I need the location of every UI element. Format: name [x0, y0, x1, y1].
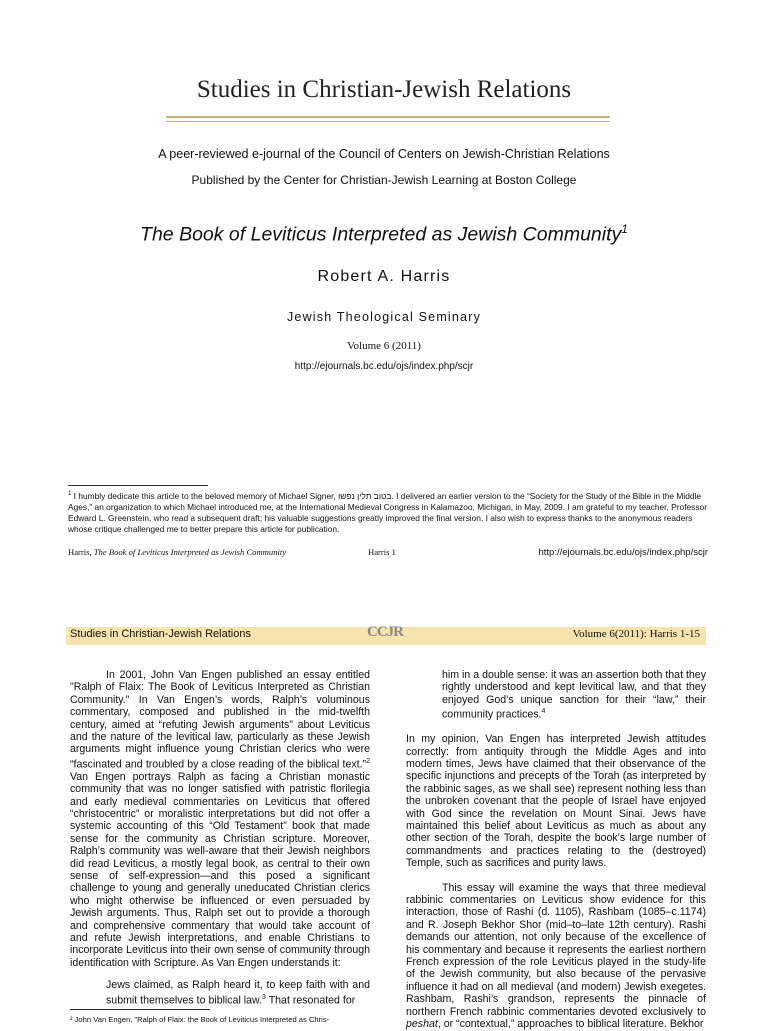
- title-divider-thin: [166, 121, 610, 122]
- footnote-marker: 1: [621, 222, 628, 236]
- block-quote: [70, 979, 370, 1006]
- author-affiliation: Jewish Theological Seminary: [286, 310, 482, 324]
- article-title-text: The Book of Leviticus Interpreted as Jewish Community: [140, 223, 622, 246]
- block-quote-continued: [406, 669, 706, 721]
- footnote-marker: 3: [262, 993, 266, 1001]
- italic-term: peshat: [406, 1018, 438, 1031]
- footnote-1: [68, 489, 708, 536]
- page-number: Harris 1: [368, 547, 396, 557]
- footnote-number: 1: [68, 491, 72, 497]
- body-column-right: [406, 669, 706, 1031]
- footer-url[interactable]: http://ejournals.bc.edu/ojs/index.php/scjr: [538, 547, 708, 558]
- footnote-marker: 2: [366, 757, 370, 765]
- title-divider: [166, 116, 610, 118]
- quote-text: him in a double sense: it was an assertion both that they rightly understood and kept levitical law, and that they enjoyed God’s unique sanction for their “law,” their community practices.: [442, 669, 706, 721]
- volume-info: Volume 6 (2011): [347, 340, 421, 352]
- paragraph: [70, 669, 370, 969]
- paragraph: In my opinion, Van Engen has interpreted Jewish attitudes correctly: from antiquity through the Middle Ages and into modern times, Jews have claimed that their observance of the specific injunctions and precepts of the Torah (as interpreted by the rabbinic sages, as we shall see) represent nothing less than the unbroken covenant that the people of Israel have enjoyed with God since the revelation on Mount Sinai. Jews have maintained this belief about Leviticus as much as about any other section of the Torah, despite the book’s large number of commandments and practices relating to the (destroyed) Temple, such as sacrifices and purity laws.: [406, 733, 706, 870]
- footer-author: Harris,: [68, 547, 94, 557]
- footnote-text: I humbly dedicate this article to the beloved memory of Michael Signer, בטוב תלין נפשו. I delivered an earlier version to the “Society for the Study of the Bible in the Middle Ages,” an organization to which Michael introduced me, at the International Medieval Congress in Kalamazoo, Michigan, in May, 2009. I am grateful to my teacher, Professor Edward L. Greenstein, who read a subsequent draft; his valuable suggestions greatly improved the final version. I also wish to express thanks to the anonymous readers whose critique challenged me to better prepare this article for publication.: [68, 490, 708, 535]
- footnote-2: ² John Van Engen, "Ralph of Flaix: the Book of Leviticus Interpreted as Chris-: [70, 1015, 330, 1024]
- journal-subtitle: A peer-reviewed e-journal of the Council of Centers on Jewish-Christian Relations: [158, 147, 610, 161]
- paragraph: [406, 882, 706, 1031]
- running-footer-left: [68, 547, 286, 557]
- journal-title: Studies in Christian-Jewish Relations: [196, 76, 572, 103]
- body-column-left: [70, 669, 370, 1007]
- paragraph-text: This essay will examine the ways that three medieval rabbinic commentaries on Leviticus show evidence for this interaction, those of Rashi (d. 1105), Rashbam (1085–c.1174) and R. Joseph Bekhor Shor (mid–to–late 12th century). Rashi demands our attention, not only because of the excellence of his commentary and because it represents the earliest northern French expression of the role Leviticus played in the study-life of the Jewish community, but also because of the pervasive influence it had on all medieval (and modern) Jewish exegetes. Rashbam, Rashi’s grandson, represents the pinnacle of northern French rabbinic commentaries devoted exclusively to: [406, 881, 706, 1018]
- band-volume-pages: Volume 6(2011): Harris 1-15: [572, 628, 700, 640]
- footnote-marker: 4: [541, 708, 546, 716]
- ccjr-logo: CCJR: [367, 624, 403, 640]
- author-name: Robert A. Harris: [317, 268, 451, 285]
- footnote-divider: [68, 485, 208, 486]
- paragraph-text: Van Engen portrays Ralph as facing a Christian monastic community that was no longer satisfied with patristic florilegia and early medieval commentaries on Leviticus that offered “christocentric” or moralistic interpretations but did not offer a systemic accounting of this “Old Testament” book that made sense for the community as Christian scripture. Moreover, Ralph’s community was well-aware that their Jewish neighbors did read Leviticus, a mostly legal book, as central to their own sense of self-expression—and this posed a significant challenge to young and generally uneducated Christian clerics who might otherwise be influenced or even persuaded by Jewish arguments. Thus, Ralph set out to provide a thorough and comprehensive commentary that would take account of and refute Jewish interpretations, and enable Christians to incorporate Leviticus into their own sense of community through identification with Scripture. As Van Engen understands it:: [70, 770, 370, 969]
- article-title: [0, 222, 768, 247]
- journal-url[interactable]: http://ejournals.bc.edu/ojs/index.php/scjr: [294, 361, 474, 372]
- footnote-divider: [70, 1009, 210, 1010]
- quote-text: Jews claimed, as Ralph heard it, to keep faith with and submit themselves to biblical law.: [106, 979, 370, 1007]
- publisher-line: Published by the Center for Christian-Jewish Learning at Boston College: [191, 173, 577, 187]
- footer-article-title: The Book of Leviticus Interpreted as Jewish Community: [93, 547, 287, 557]
- paragraph-text: , or “contextual,” approaches to biblical literature. Bekhor: [437, 1018, 704, 1031]
- band-journal-name: Studies in Christian-Jewish Relations: [70, 628, 251, 640]
- paragraph-text: In 2001, John Van Engen published an essay entitled "Ralph of Flaix: The Book of Leviticus Interpreted as Christian Community." In Van Engen’s words, Ralph’s voluminous commentary, composed and published in the mid-twelfth century, aimed at “refuting Jewish arguments” about Leviticus and the nature of the levitical law, particularly as these Jewish arguments might influence young Christian clerics who were “fascinated and troubled by a close reading of the biblical text.”: [70, 669, 370, 771]
- quote-text: That resonated for: [265, 994, 356, 1007]
